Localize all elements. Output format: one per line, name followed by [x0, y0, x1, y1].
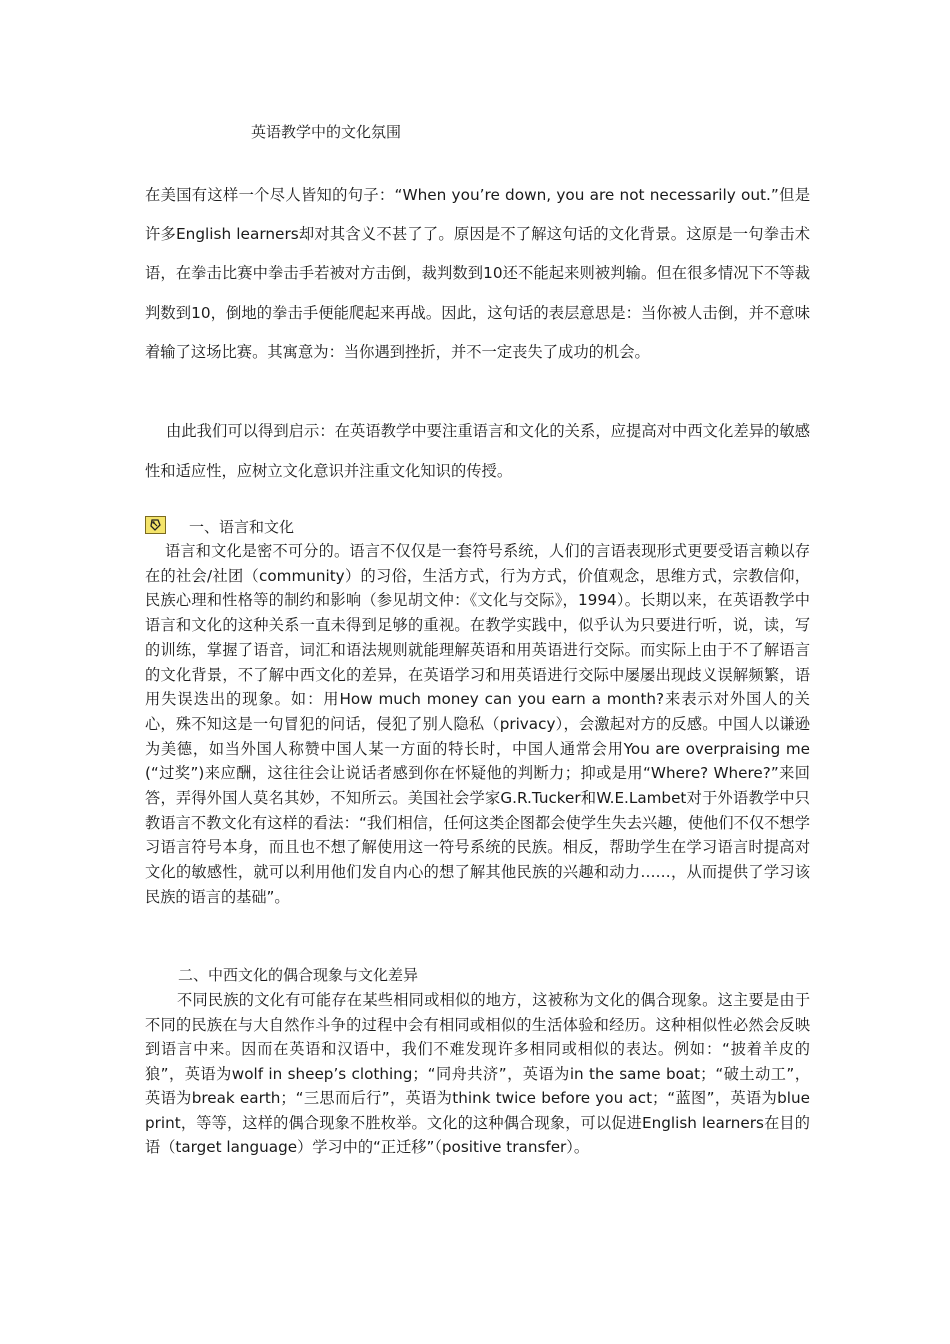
section-2-body: 不同民族的文化有可能存在某些相同或相似的地方，这被称为文化的偶合现象。这主要是由于不同的民族在与大自然作斗争的过程中会有相同或相似的生活体验和经历。这种相似性必然会反映到语言中来。因而在英语和汉语中，我们不难发现许多相同或相似的表达。例如：“披着羊皮的狼”，英语为wolf in sheep’s clothing；“同舟共济”，英语为in the same boat；“破土动工”，英语为break earth；“三思而后行”，英语为think twice before you act；“蓝图”，英语为blue print，等等，这样的偶合现象不胜枚举。文化的这种偶合现象，可以促进English learners在目的语（target language）学习中的“正迁移”（positive transfer）。 [145, 991, 810, 1156]
note-icon[interactable] [145, 516, 166, 534]
intro-paragraph: 在美国有这样一个尽人皆知的句子：“When you’re down, you are not necessarily out.”但是许多English learners却对其含义不甚了了。原因是不了解这句话的文化背景。这原是一句拳击术语，在拳击比赛中拳击手若被对方击倒，裁判数到10还不能起来则被判输。但在很多情况下不等裁判数到10，倒地的拳击手便能爬起来再战。因此，这句话的表层意思是：当你被人击倒，并不意味着输了这场比赛。其寓意为：当你遇到挫折，并不一定丧失了成功的机会。 [145, 186, 810, 361]
section-2-heading: 二、中西文化的偶合现象与文化差异 [178, 966, 419, 984]
lesson-paragraph: 由此我们可以得到启示：在英语教学中要注重语言和文化的关系，应提高对中西文化差异的敏感性和适应性，应树立文化意识并注重文化知识的传授。 [145, 422, 810, 480]
document-title: 英语教学中的文化氛围 [251, 123, 402, 141]
section-1-body: 语言和文化是密不可分的。语言不仅仅是一套符号系统，人们的言语表现形式更要受语言赖以存在的社会/社团（community）的习俗，生活方式，行为方式，价值观念，思维方式，宗教信仰，民族心理和性格等的制约和影响（参见胡文仲：《文化与交际》，1994）。长期以来，在英语教学中语言和文化的这种关系一直未得到足够的重视。在教学实践中，似乎认为只要进行听，说，读，写的训练，掌握了语音，词汇和语法规则就能理解英语和用英语进行交际。而实际上由于不了解语言的文化背景，不了解中西文化的差异，在英语学习和用英语进行交际中屡屡出现歧义误解频繁，语用失误迭出的现象。如：用How much money can you earn a month?来表示对外国人的关心，殊不知这是一句冒犯的问话，侵犯了别人隐私（privacy），会激起对方的反感。中国人以谦逊为美德，如当外国人称赞中国人某一方面的特长时，中国人通常会用You are overpraising me (“过奖”)来应酬，这往往会让说话者感到你在怀疑他的判断力；抑或是用“Where? Where?”来回答，弄得外国人莫名其妙，不知所云。美国社会学家G.R.Tucker和W.E.Lambet对于外语教学中只教语言不教文化有这样的看法：“我们相信，任何这类企图都会使学生失去兴趣，使他们不仅不想学习语言符号本身，而且也不想了解使用这一符号系统的民族。相反，帮助学生在学习语言时提高对文化的敏感性，就可以利用他们发自内心的想了解其他民族的兴趣和动力……，从而提供了学习该民族的语言的基础”。 [145, 542, 810, 906]
section-1-heading: 一、语言和文化 [189, 518, 295, 536]
